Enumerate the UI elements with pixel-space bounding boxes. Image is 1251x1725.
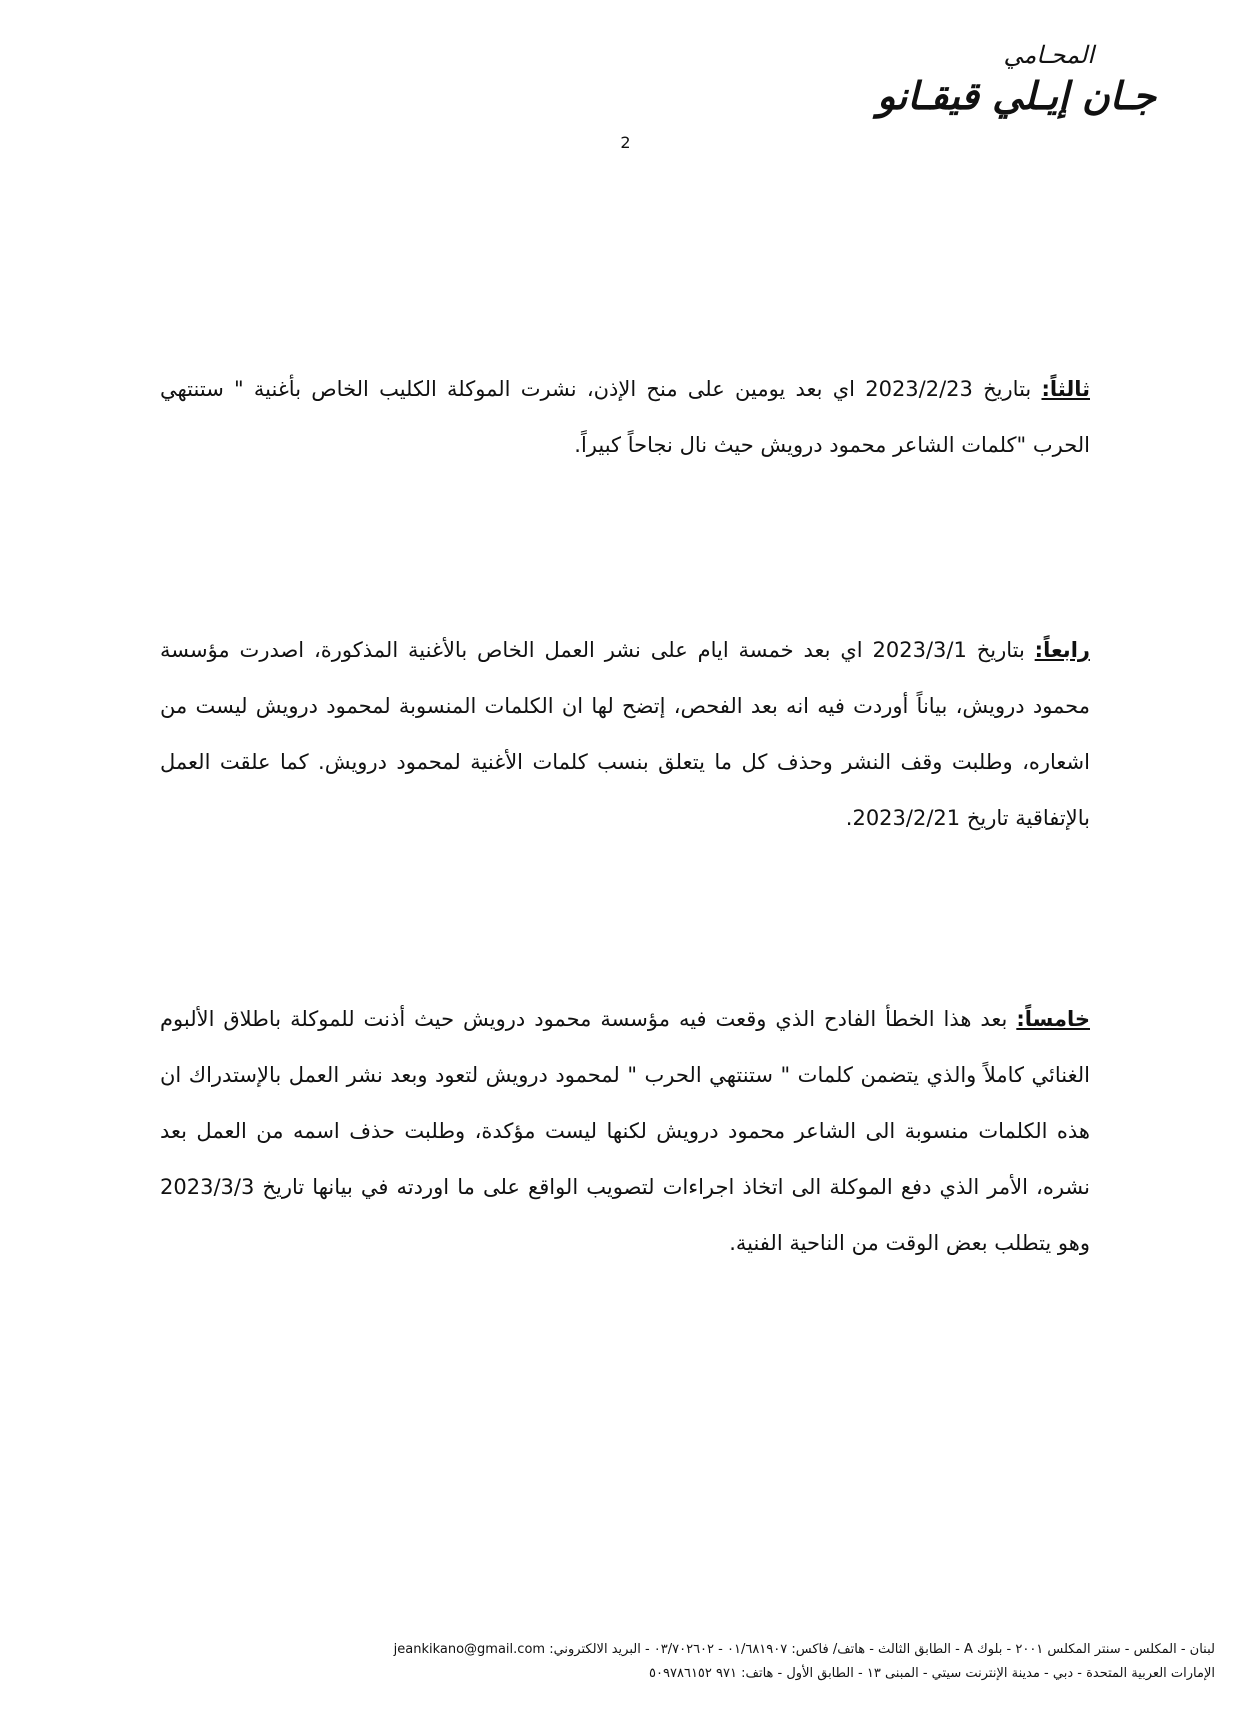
section-label: ثالثاً: bbox=[1041, 377, 1090, 401]
footer-address-lebanon: لبنان - المكلس - سنتر المكلس ٢٠٠١ - بلوك A - الطابق الثالث - هاتف/ فاكس: ٠١/٦٨١٩٠٧ - ٠٣/٧٠٢٦٠٢ - البريد الالكتروني: bbox=[545, 1642, 1215, 1657]
section-text: بعد هذا الخطأ الفادح الذي وقعت فيه مؤسسة محمود درويش حيث أذنت للموكلة باطلاق الألبوم الغنائي كاملاً والذي يتضمن كلمات " ستنتهي الحرب " لمحمود درويش لتعود وبعد نشر العمل بالإستدراك ان هذه الكلمات منسوبة الى الشاعر محمود درويش لكنها ليست مؤكدة، وطلبت حذف اسمه من العمل بعد نشره، الأمر الذي دفع الموكلة الى اتخاذ اجراءات لتصويب الواقع على ما اوردته في بيانها تاريخ 2023/3/3 وهو يتطلب بعض الوقت من الناحية الفنية. bbox=[160, 1007, 1090, 1255]
letterhead bbox=[877, 40, 1156, 122]
page-number: 2 bbox=[620, 133, 631, 152]
section-third bbox=[160, 361, 1090, 473]
section-label: رابعاً: bbox=[1034, 638, 1090, 662]
letterhead-title: المحـامي bbox=[1003, 41, 1094, 69]
letterhead-name: جـان إيـلي قيقـانو bbox=[877, 73, 1156, 118]
footer-email: jeankikano@gmail.com bbox=[393, 1642, 546, 1657]
section-label: خامساً: bbox=[1016, 1007, 1090, 1031]
footer-line-uae: الإمارات العربية المتحدة - دبي - مدينة الإنترنت سيتي - المبنى ١٣ - الطابق الأول - هاتف: ٩٧١ ٥٠٩٧٨٦١٥٢ bbox=[649, 1666, 1215, 1681]
section-text: بتاريخ 2023/3/1 اي بعد خمسة ايام على نشر العمل الخاص بالأغنية المذكورة، اصدرت مؤسسة محمود درويش، بياناً أوردت فيه انه بعد الفحص، إتضح لها ان الكلمات المنسوبة لمحمود درويش ليست من اشعاره، وطلبت وقف النشر وحذف كل ما يتعلق بنسب كلمات الأغنية لمحمود درويش. كما علقت العمل بالإتفاقية تاريخ 2023/2/21. bbox=[160, 638, 1090, 830]
section-text: بتاريخ 2023/2/23 اي بعد يومين على منح الإذن، نشرت الموكلة الكليب الخاص بأغنية " ستنتهي الحرب "كلمات الشاعر محمود درويش حيث نال نجاحاً كبيراً. bbox=[160, 377, 1090, 457]
section-fifth bbox=[160, 991, 1090, 1271]
section-fourth bbox=[160, 622, 1090, 846]
footer-line-lebanon bbox=[20, 1638, 1215, 1662]
footer bbox=[20, 1638, 1215, 1686]
